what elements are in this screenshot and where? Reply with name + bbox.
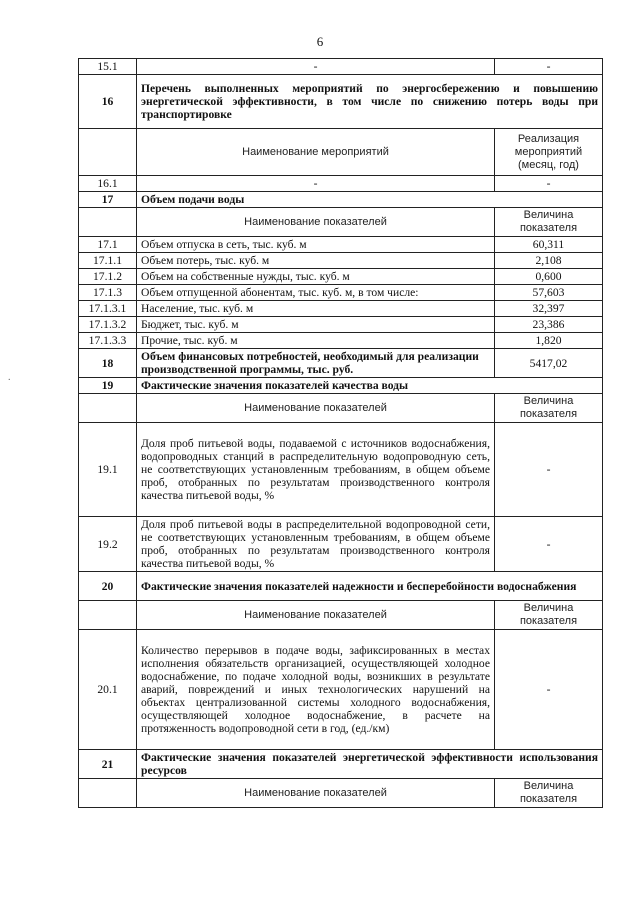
empty-cell xyxy=(79,394,137,423)
row-value: 32,397 xyxy=(495,301,603,317)
row-number: 17.1.1 xyxy=(79,253,137,269)
column-header-name: Наименование показателей xyxy=(137,779,495,808)
table-row xyxy=(79,423,603,517)
empty-cell xyxy=(79,779,137,808)
row-number: 16.1 xyxy=(79,176,137,192)
row-value: 0,600 xyxy=(495,269,603,285)
column-header-value: Величина показателя xyxy=(495,394,603,423)
row-value: - xyxy=(495,59,603,75)
row-name: Количество перерывов в подаче воды, зафиксированных в местах исполнения обязательств организацией, осуществляющей холодное водоснабжение, по подаче холодной воды, возникших в результате аварий, повреждений и иных технологических нарушений на объектах централизованной системы холодного водоснабжения, осуществляющей холодное водоснабжение, в расчете на протяженность водопроводной сети в год, (ед./км) xyxy=(137,630,495,750)
table-row xyxy=(79,285,603,301)
column-header-name: Наименование показателей xyxy=(137,601,495,630)
section-row xyxy=(79,349,603,378)
row-number: 17.1.3.2 xyxy=(79,317,137,333)
row-value: - xyxy=(495,517,603,572)
row-value: 5417,02 xyxy=(495,349,603,378)
header-row xyxy=(79,208,603,237)
row-value: 60,311 xyxy=(495,237,603,253)
header-row xyxy=(79,779,603,808)
column-header-name: Наименование показателей xyxy=(137,394,495,423)
row-name: Население, тыс. куб. м xyxy=(137,301,495,317)
margin-mark: . xyxy=(8,372,11,383)
table-row xyxy=(79,59,603,75)
header-row xyxy=(79,129,603,176)
row-name: Объем на собственные нужды, тыс. куб. м xyxy=(137,269,495,285)
row-name: Объем потерь, тыс. куб. м xyxy=(137,253,495,269)
empty-cell xyxy=(79,129,137,176)
column-header-name: Наименование мероприятий xyxy=(137,129,495,176)
empty-cell xyxy=(79,601,137,630)
row-value: 2,108 xyxy=(495,253,603,269)
section-number: 17 xyxy=(79,192,137,208)
table-row xyxy=(79,253,603,269)
row-number: 20.1 xyxy=(79,630,137,750)
section-row xyxy=(79,750,603,779)
table-row xyxy=(79,333,603,349)
row-name: - xyxy=(137,59,495,75)
row-value: 23,386 xyxy=(495,317,603,333)
table-row xyxy=(79,317,603,333)
column-header-value: Реализация мероприятий (месяц, год) xyxy=(495,129,603,176)
section-number: 21 xyxy=(79,750,137,779)
row-value: - xyxy=(495,630,603,750)
header-row xyxy=(79,601,603,630)
row-name: Объем отпуска в сеть, тыс. куб. м xyxy=(137,237,495,253)
page-number: 6 xyxy=(316,34,324,49)
row-name: Доля проб питьевой воды в распределительной водопроводной сети, не соответствующих установленным требованиям, в общем объеме проб, отобранных по результатам производственного контроля качества питьевой воды, % xyxy=(137,517,495,572)
row-name: - xyxy=(137,176,495,192)
column-header-value: Величина показателя xyxy=(495,779,603,808)
section-title: Фактические значения показателей энергетической эффективности использования ресурсов xyxy=(137,750,603,779)
row-value: - xyxy=(495,423,603,517)
row-number: 17.1.3.3 xyxy=(79,333,137,349)
table-row xyxy=(79,301,603,317)
section-row xyxy=(79,75,603,129)
section-number: 20 xyxy=(79,572,137,601)
row-name: Прочие, тыс. куб. м xyxy=(137,333,495,349)
row-value: 1,820 xyxy=(495,333,603,349)
row-number: 17.1 xyxy=(79,237,137,253)
column-header-value: Величина показателя xyxy=(495,601,603,630)
empty-cell xyxy=(79,208,137,237)
row-name: Объем отпущенной абонентам, тыс. куб. м, в том числе: xyxy=(137,285,495,301)
table-row xyxy=(79,630,603,750)
section-title: Перечень выполненных мероприятий по энергосбережению и повышению энергетической эффективности, в том числе по снижению потерь воды при транспортировке xyxy=(137,75,603,129)
header-row xyxy=(79,394,603,423)
column-header-name: Наименование показателей xyxy=(137,208,495,237)
table-row xyxy=(79,237,603,253)
table-row xyxy=(79,517,603,572)
row-number: 17.1.3.1 xyxy=(79,301,137,317)
row-number: 17.1.3 xyxy=(79,285,137,301)
section-title: Фактические значения показателей надежности и бесперебойности водоснабжения xyxy=(137,572,603,601)
row-name: Бюджет, тыс. куб. м xyxy=(137,317,495,333)
section-number: 16 xyxy=(79,75,137,129)
row-value: - xyxy=(495,176,603,192)
table-row xyxy=(79,176,603,192)
row-value: 57,603 xyxy=(495,285,603,301)
row-number: 19.1 xyxy=(79,423,137,517)
section-row xyxy=(79,572,603,601)
section-row xyxy=(79,378,603,394)
section-number: 19 xyxy=(79,378,137,394)
section-row xyxy=(79,192,603,208)
section-title: Объем финансовых потребностей, необходимый для реализации производственной программы, тыс. руб. xyxy=(137,349,495,378)
row-number: 15.1 xyxy=(79,59,137,75)
column-header-value: Величина показателя xyxy=(495,208,603,237)
row-name: Доля проб питьевой воды, подаваемой с источников водоснабжения, водопроводных станций в распределительную водопроводную сеть, не соответствующих установленным требованиям, в общем объеме проб, отобранных по результатам производственного контроля качества питьевой воды, % xyxy=(137,423,495,517)
row-number: 19.2 xyxy=(79,517,137,572)
section-title: Объем подачи воды xyxy=(137,192,603,208)
section-number: 18 xyxy=(79,349,137,378)
section-title: Фактические значения показателей качества воды xyxy=(137,378,603,394)
row-number: 17.1.2 xyxy=(79,269,137,285)
report-table xyxy=(78,58,603,808)
table-row xyxy=(79,269,603,285)
